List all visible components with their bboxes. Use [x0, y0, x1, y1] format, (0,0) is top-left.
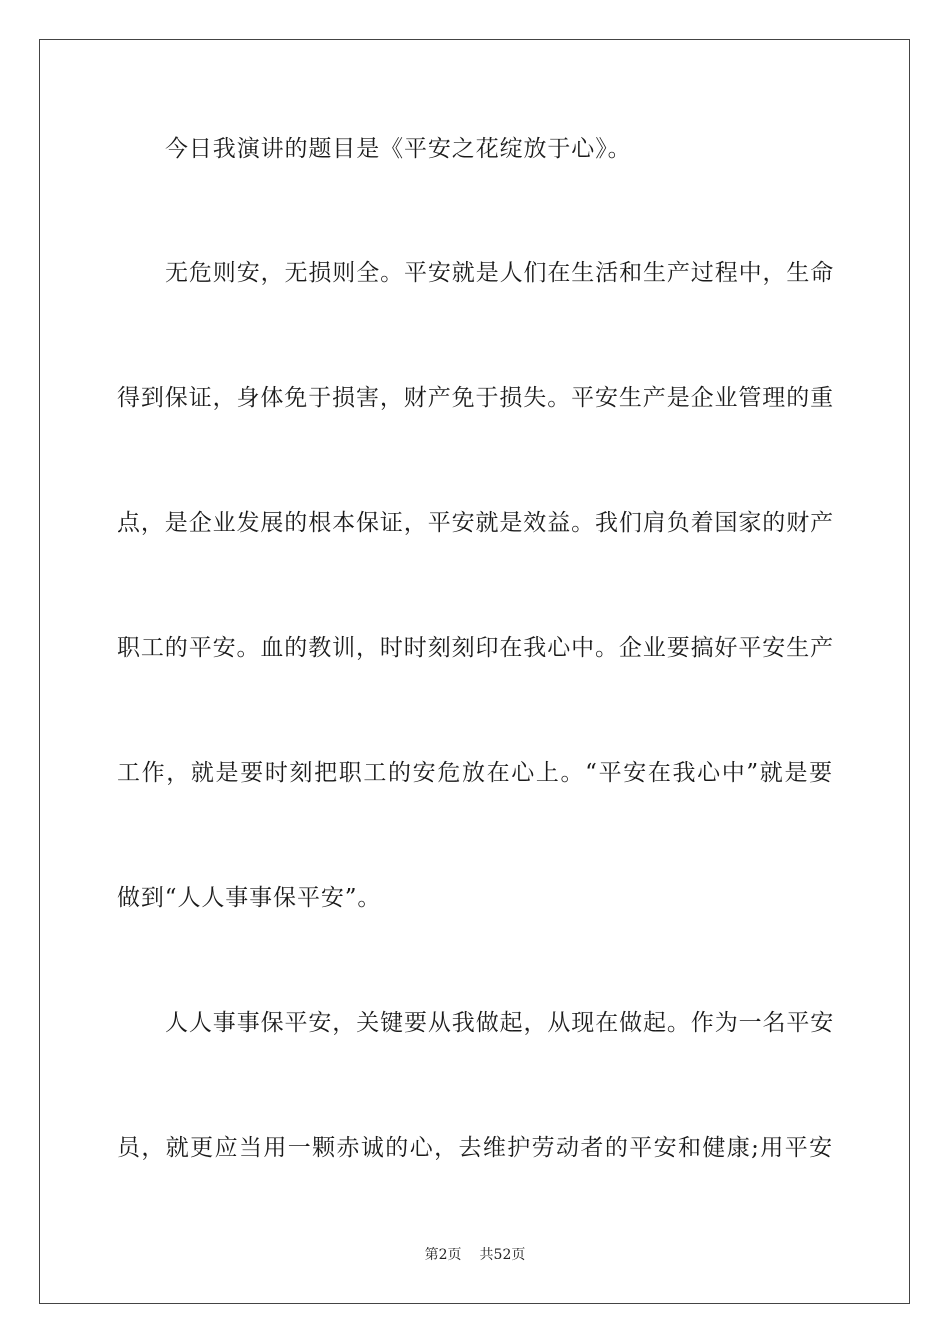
paragraph-line: 员，就更应当用一颗赤诚的心，去维护劳动者的平安和健康;用平安: [117, 1135, 833, 1161]
paragraph-line: 点，是企业发展的根本保证，平安就是效益。我们肩负着国家的财产: [117, 510, 834, 536]
page-number: 第2页: [424, 1247, 462, 1263]
paragraph-line: 今日我演讲的题目是《平安之花绽放于心》。: [165, 136, 632, 162]
paragraph-line: 做到“人人事事保平安”。: [117, 885, 382, 911]
paragraph-line: 人人事事保平安，关键要从我做起，从现在做起。作为一名平安: [165, 1010, 835, 1036]
page-border: [39, 39, 910, 1304]
total-pages: 共52页: [479, 1247, 526, 1263]
page-footer: [0, 1246, 950, 1264]
paragraph-line: 职工的平安。血的教训，时时刻刻印在我心中。企业要搞好平安生产: [117, 635, 834, 661]
paragraph-line: 工作，就是要时刻把职工的安危放在心上。“平安在我心中”就是要: [117, 760, 833, 786]
paragraph-line: 无危则安，无损则全。平安就是人们在生活和生产过程中，生命: [165, 260, 835, 286]
paragraph-line: 得到保证，身体免于损害，财产免于损失。平安生产是企业管理的重: [117, 385, 834, 411]
